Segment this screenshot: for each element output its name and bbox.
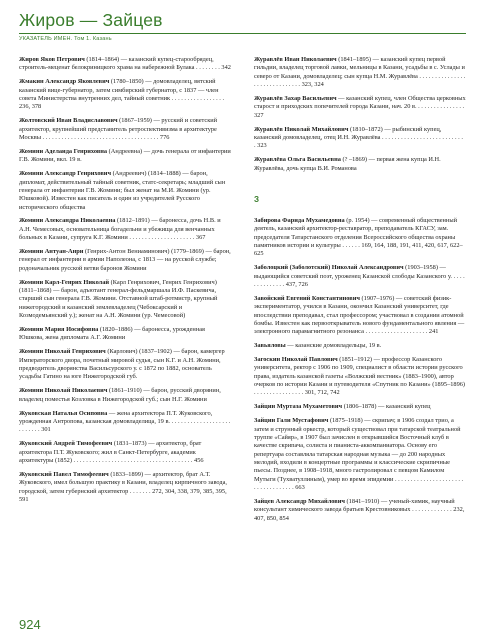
entry-description: (1833–1899) — архитектор, брат А.Т. Жуковского, имел большую практику в Казани, владелец кирпичного завода, городской, затем губернский архитектор . . . . . . . 272, 304, 338, 379, 385, 395, 591: [19, 470, 228, 503]
index-entry: [19, 217, 231, 242]
index-entry: [19, 279, 231, 321]
entries-z-section: [254, 217, 466, 523]
index-entry: [19, 248, 231, 273]
index-entry: [254, 356, 466, 398]
entry-name: Жолтовский Иван Владиславович: [19, 117, 118, 125]
page-running-subtitle: УКАЗАТЕЛЬ ИМЕН. Том 1. Казань: [19, 36, 112, 42]
entry-name: Забирова Фарида Мухамедовна: [254, 216, 345, 224]
entry-name: Загоскин Николай Павлович: [254, 356, 338, 364]
index-entry: [19, 326, 231, 343]
entry-name: Жиров Яков Петрович: [19, 56, 85, 63]
entry-name: Зайцев Александр Михайлович: [254, 498, 345, 506]
index-entry: [254, 264, 466, 289]
entry-description: (Карл Генрихович, Генрих Генрихович) (1811–1868) — барон, адъютант генерал-фельдмаршала И.Ф. Паскевича, старший сын генерала Г.В. Жомини. Отставной штаб-ротмистр, крупный нижегородский и казанский землевладелец (Чебоксарский и Козмодемьянский у.); женат на А.Н. Жомини (ур. Чемесовой): [19, 278, 218, 320]
entry-description: (1851–1912) — профессор Казанского университета, ректор с 1906 по 1909, специалист в области истории русского права, издатель казанской газеты «Волжский вестник» (1883–1900), автор очерков по истории Казани и путеводителя «Спутник по Казани» (1895–1896) . . . . . . . . . . . . . . . . 301, 712, 742: [254, 356, 466, 397]
entry-description: (1841–1910) — ученый-химик, научный консультант химического завода братьев Крестовниковых . . . . . . . . . . . . . 232, 407, 850, 854: [254, 498, 465, 522]
index-entry: [19, 471, 231, 504]
entry-name: Журавлёв Захар Васильевич: [254, 94, 337, 102]
index-entry: [254, 403, 466, 411]
entry-name: Журавлёва Ольга Васильевна: [254, 156, 341, 164]
index-entry: [254, 95, 466, 120]
index-entry: [254, 217, 466, 259]
entry-name: Жомини Карл-Генрих Николай: [19, 278, 110, 286]
entry-description: (1841–1895) — казанский купец первой гильдии, владелец торговой лавки, мельницы в Казани, усадьбы в с. Услады и северо от Казани, домовладелец; сын купца Н.М. Журавлёва . . . . . . . . . . . . . . . . . . . . . . . . . . . . . . 323, 324: [254, 56, 466, 89]
left-column: [19, 56, 231, 510]
entry-description: (1907–1976) — советский физик-экспериментатор, учился в Казани, окончил Казанский университет, где впоследствии преподавал, стал профессором; участвовал в создании атомной бомбы. Известен как первооткрыватель нового фундаментального явления — электронного парамагнитного резонанса . . . . . . . . . . . . . . . . . . . . 241: [254, 294, 465, 336]
entry-description: (1867–1959) — русский и советский архитектор, крупнейший представитель ретроспективизма в архитектуре Москвы . . . . . . . . . . . . . . . . . . . . . . . . . . . . . . . . . . . . . 776: [19, 117, 218, 141]
entries-zh-section: [254, 56, 466, 173]
entry-name: Жомини Мария Иосифовна: [19, 326, 99, 334]
entry-description: (1903–1958) — выдающийся советский поэт, уроженец Казанской слободы Казанского у. . . . . . . . . . . . . . . 437, 726: [254, 264, 465, 288]
page-running-title: Жиров — Зайцев: [19, 10, 163, 30]
entry-description: (Андреевна) — дочь генерала от инфантерии Г.В. Жомини, вкл. 19 в.: [19, 147, 231, 164]
entry-name: Журавлёв Николай Михайлович: [254, 125, 349, 133]
entry-description: (Андреевич) (1814–1888) — барон, дипломат, действительный тайный советник, статс-секретарь; младший сын генерала от инфантерии Г.В. Жомини; был женат на М.И. Жомини (ур. Юшковой). Известен как писатель и один из учредителей Русского исторического общества: [19, 170, 226, 211]
entry-name: Жуковская Наталья Осиповна: [19, 409, 108, 417]
index-entry: [254, 295, 466, 337]
entry-description: (1806–1878) — казанский купец: [342, 403, 431, 411]
entry-description: (1780–1850) — домовладелец, вятский казанский вице-губернатор, затем симбирский губернатор, с 1837 — член совета Министерства внутренних дел, тайный советник . . . . . . . . . . . . . . . . . 236, 378: [19, 78, 225, 111]
right-column: [254, 56, 466, 529]
index-entry: [19, 148, 231, 165]
index-entry: [254, 156, 466, 173]
entry-name: Журавлёв Иван Николаевич: [254, 56, 337, 63]
entry-name: Зайцин Муртаза Мухаметович: [254, 403, 343, 411]
index-entry: [254, 417, 466, 492]
entry-name: Завойский Евгений Константинович: [254, 294, 360, 302]
index-entry: [19, 348, 231, 381]
entry-name: Жмакин Александр Яковлевич: [19, 78, 110, 86]
entry-name: Жомини Николай Николаевич: [19, 387, 108, 395]
entry-description: (Карлович) (1837–1902) — барон, камергер Императорского двора, почетный мировой судья, сын К.Г. и А.Н. Жомини, предводитель дворянства Васильсурского у. с 1872 по 1882, основатель усадьбы Гатино на юге Нижегородской губ.: [19, 348, 225, 381]
entry-description: (1812–1891) — баронесса, дочь Н.В. и А.Н. Чемесовых, основательница богадельни и убежища для венчанных больных в Казани, супруга К.Г. Жомини . . . . . . . . . . . . . . . . . . . . . 367: [19, 217, 221, 242]
entry-description: (р. 1954) — современный общественный деятель, казанский архитектор-реставратор, преподаватель КГАСУ, зам. председателя Татарстанского отделения Всероссийского общества охраны памятников истории и культуры . . . . . . 169, 164, 188, 191, 411, 420, 617, 622–625: [254, 216, 463, 258]
entry-name: Жомини Александра Николаевна: [19, 217, 116, 225]
entry-description: — казанский купец, член Общества церковных старост и приходских попечителей города Казани, нач. 20 в. . . . . . . . . . . . . . . . 327: [254, 94, 466, 119]
entry-description: (? –1869) — первая жена купца И.Н. Журавлёва, дочь купца В.И. Романова: [254, 156, 441, 172]
entry-description: (1810–1872) — рыбинский купец, казанский домовладелец, отец И.Н. Журавлёва . . . . . . . . . . . . . . . . . . . . . . . . . . . 323: [254, 125, 463, 150]
index-entry: [254, 498, 466, 523]
entry-name: Жомини Николай Генрихович: [19, 348, 106, 356]
entry-description: — жена архитектора П.Т. Жуковского, урожденная Антропова, казанская домовладелица, 19 в. . . . . . . . . . . . . . . . . . . . . . . . . . . 301: [19, 409, 231, 434]
index-entry: [19, 117, 231, 142]
entry-name: Заболоцкий (Заболотский) Николай Александрович: [254, 264, 404, 272]
section-letter-z: З: [254, 194, 260, 204]
entry-name: Жуковский Андрей Тимофеевич: [19, 440, 113, 448]
index-entry: [254, 126, 466, 151]
entry-name: Жомини Александр Генрихович: [19, 170, 112, 178]
index-entry: [254, 342, 466, 350]
index-entry: [19, 170, 231, 212]
entry-name: Завьяловы: [254, 342, 286, 350]
entry-description: (1831–1873) — архитектор, брат архитектора П.Т. Жуковского; жил в Санкт-Петербурге, академик архитектуры (1852) . . . . . . . . . . . . . . . . . . . . . . . . . . . . . . . . . . . . . . 456: [19, 440, 204, 464]
index-entry: [19, 440, 231, 465]
entry-description: (1820–1886) — баронесса, урожденная Юшкова, жена дипломата А.Г. Жомини: [19, 326, 205, 342]
entry-description: (1861–1910) — барон, русский дворянин, владелец поместья Козловка в Нижегородской губ.; сын Н.Г. Жомини: [19, 387, 221, 403]
page-number: 924: [19, 617, 41, 632]
entry-description: — казанские домовладельцы, 19 в.: [285, 342, 382, 350]
index-entry: [254, 56, 466, 89]
entry-name: Зайцин Гали Мустафович: [254, 417, 329, 425]
entry-name: Жуковский Павел Тимофеевич: [19, 470, 109, 478]
index-entry: [19, 387, 231, 404]
index-entry: [19, 56, 231, 73]
header-rule: [19, 33, 466, 34]
entry-description: (Генрих-Антон Вениаминович) (1779–1869) — барон, генерал от инфантерии в армии Наполеона, с 1813 — на русской службе; родоначальник русской ветви баронов Жомини: [19, 248, 231, 272]
index-entry: [19, 410, 231, 435]
entry-name: Жомини Аделаида Генриховна: [19, 147, 108, 155]
entry-description: (1875–1918) — скрипач; в 1906 создал трио, а затем и струнный оркестр, который существовал при татарской театральной труппе «Сайяр», в 1907 был зачислен в открывшийся Восточный клуб в качестве скрипача, солиста и пианиста-аккомпаниатора. Основу его репертуара составляла татарская народная музыка — до 200 народных мелодий, входили в концертные программы и классические скрипичные пьесы. Позднее, в 1908–1918, много гастролировал с певцом Камилом Мутыги (Тухватуллиным), умер во время эпидемии . . . . . . . . . . . . . . . . . . . . . . . . . . . . . . . . . . . 663: [254, 417, 464, 492]
entry-description: (1814–1864) — казанский купец-старообрядец, строитель-меценат белокриницкого храма на набережной Булака . . . . . . . . 342: [19, 56, 231, 72]
entry-name: Жомини Антуан-Анри: [19, 248, 84, 256]
index-entry: [19, 78, 231, 111]
